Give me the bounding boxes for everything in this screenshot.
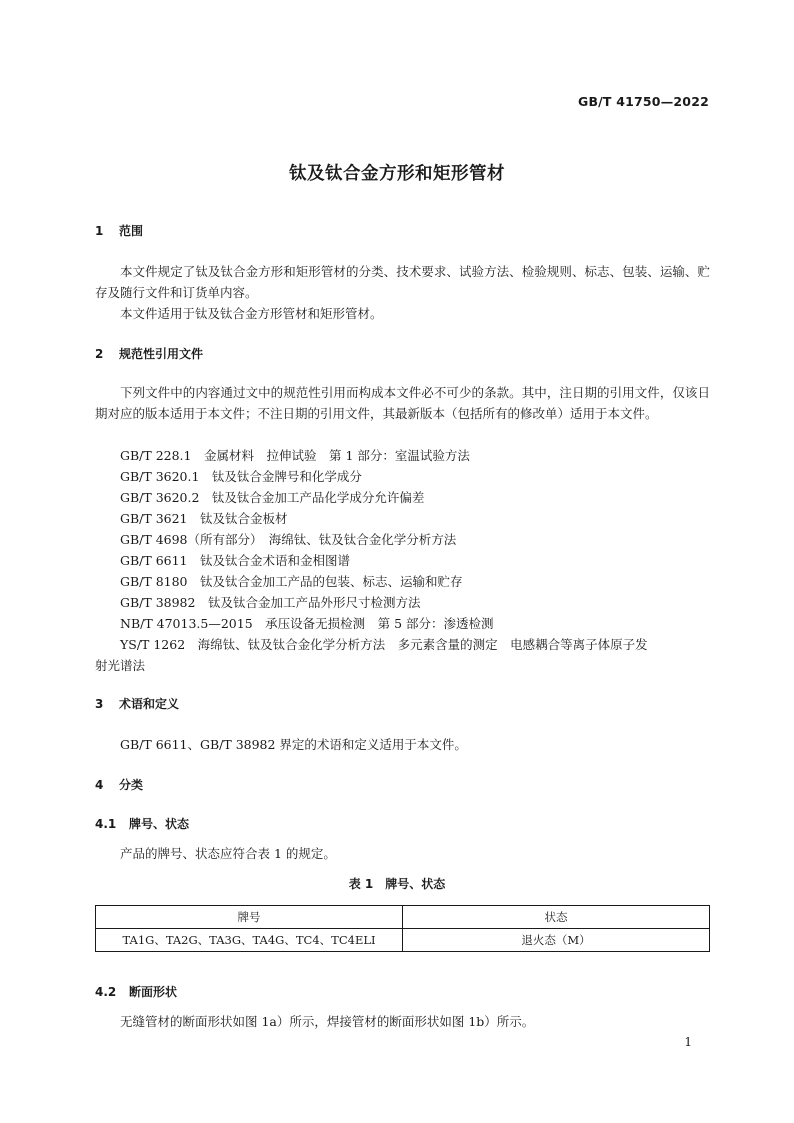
section-title: 范围 xyxy=(119,224,144,238)
section-number: 1 xyxy=(95,224,104,238)
grades-table xyxy=(95,905,710,952)
table-header-temper: 状态 xyxy=(403,906,710,929)
document-title: 钛及钛合金方形和矩形管材 xyxy=(289,164,505,184)
reference-item: GB/T 38982 钛及钛合金加工产品外形尺寸检测方法 xyxy=(120,595,421,610)
references-intro: 下列文件中的内容通过文中的规范性引用而构成本文件必不可少的条款。其中，注日期的引用文件，仅该日期对应的版本适用于本文件；不注日期的引用文件，其最新版本（包括所有的修改单）适用于本文件。 xyxy=(95,385,710,421)
section-title: 分类 xyxy=(119,778,144,792)
section-title: 断面形状 xyxy=(129,985,178,999)
reference-item: GB/T 8180 钛及钛合金加工产品的包装、标志、运输和贮存 xyxy=(120,574,463,589)
section-title: 规范性引用文件 xyxy=(119,347,204,361)
reference-item: GB/T 3620.2 钛及钛合金加工产品化学成分允许偏差 xyxy=(120,490,425,505)
section-number: 2 xyxy=(95,347,104,361)
grades-paragraph: 产品的牌号、状态应符合表 1 的规定。 xyxy=(120,846,336,861)
terms-paragraph: GB/T 6611、GB/T 38982 界定的术语和定义适用于本文件。 xyxy=(120,737,467,752)
reference-item: GB/T 3621 钛及钛合金板材 xyxy=(120,511,288,526)
reference-item: YS/T 1262 海绵钛、钛及钛合金化学分析方法 多元素含量的测定 电感耦合等离子体原子发 xyxy=(120,637,648,652)
section-number: 4.1 xyxy=(95,817,117,831)
section-3-heading xyxy=(95,695,179,712)
section-number: 4 xyxy=(95,778,104,792)
page-number: 1 xyxy=(684,1035,692,1049)
table-caption: 表 1 牌号、状态 xyxy=(348,877,446,891)
reference-item: GB/T 3620.1 钛及钛合金牌号和化学成分 xyxy=(120,469,362,484)
section-title: 术语和定义 xyxy=(119,697,180,711)
reference-item: GB/T 228.1 金属材料 拉伸试验 第 1 部分：室温试验方法 xyxy=(120,448,470,463)
subsection-4-2-heading xyxy=(95,983,177,1000)
scope-paragraph-1: 本文件规定了钛及钛合金方形和矩形管材的分类、技术要求、试验方法、检验规则、标志、包装、运输、贮存及随行文件和订货单内容。 xyxy=(95,264,710,300)
scope-paragraph-2: 本文件适用于钛及钛合金方形管材和矩形管材。 xyxy=(120,306,383,321)
section-4-heading xyxy=(95,776,143,793)
table-cell-grades: TA1G、TA2G、TA3G、TA4G、TC4、TC4ELI xyxy=(96,929,403,952)
subsection-4-1-heading xyxy=(95,815,189,832)
table-row xyxy=(96,929,710,952)
table-header-grade: 牌号 xyxy=(96,906,403,929)
section-1-heading xyxy=(95,222,143,239)
table-cell-temper: 退火态（M） xyxy=(403,929,710,952)
section-title: 牌号、状态 xyxy=(129,817,190,831)
reference-item: GB/T 6611 钛及钛合金术语和金相图谱 xyxy=(120,553,351,568)
section-number: 3 xyxy=(95,697,104,711)
cross-section-paragraph: 无缝管材的断面形状如图 1a）所示，焊接管材的断面形状如图 1b）所示。 xyxy=(120,1014,535,1029)
reference-item-continuation: 射光谱法 xyxy=(95,658,146,673)
table-header-row xyxy=(96,906,710,929)
standard-code: GB/T 41750—2022 xyxy=(577,94,709,109)
reference-item: GB/T 4698（所有部分） 海绵钛、钛及钛合金化学分析方法 xyxy=(120,532,457,547)
section-2-heading xyxy=(95,345,203,362)
reference-item: NB/T 47013.5—2015 承压设备无损检测 第 5 部分：渗透检测 xyxy=(120,616,494,631)
section-number: 4.2 xyxy=(95,985,117,999)
